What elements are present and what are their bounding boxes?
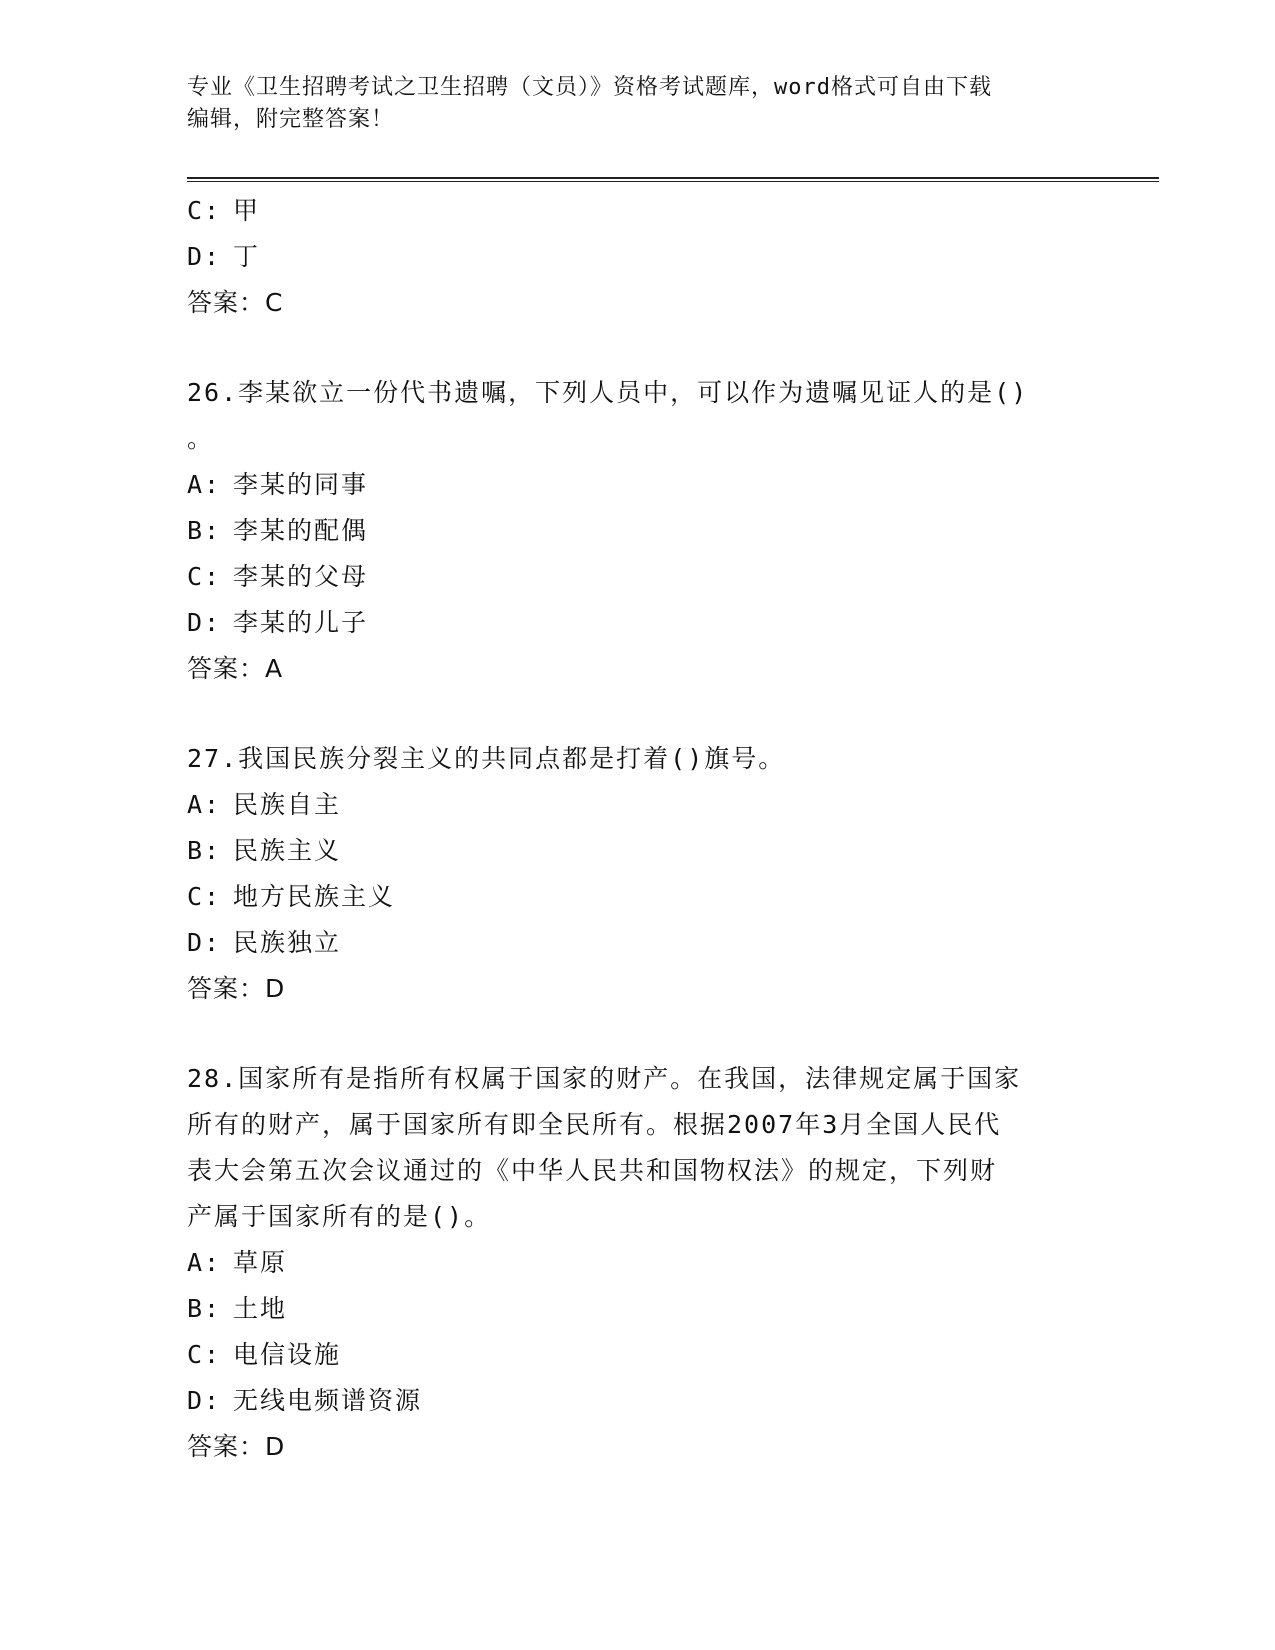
option-b: B: 李某的配偶 bbox=[187, 516, 369, 545]
option-d: D: 丁 bbox=[187, 242, 261, 271]
option-a: A: 李某的同事 bbox=[187, 470, 369, 499]
option-d: D: 李某的儿子 bbox=[187, 608, 369, 637]
answer-line: 答案：D bbox=[187, 974, 286, 1003]
option-d: D: 无线电频谱资源 bbox=[187, 1386, 423, 1415]
question-text: 26.李某欲立一份代书遗嘱，下列人员中，可以作为遗嘱见证人的是() bbox=[187, 378, 1029, 407]
option-c: C: 甲 bbox=[187, 196, 261, 225]
question-block-26 bbox=[187, 370, 1067, 692]
question-text-line-1: 28.国家所有是指所有权属于国家的财产。在我国，法律规定属于国家 bbox=[187, 1064, 1022, 1093]
question-block-prev bbox=[187, 188, 1067, 326]
question-text-line-2: 所有的财产，属于国家所有即全民所有。根据2007年3月全国人民代 bbox=[187, 1110, 1002, 1139]
option-b: B: 民族主义 bbox=[187, 836, 342, 865]
header-line-2: 编辑，附完整答案！ bbox=[187, 107, 395, 132]
option-b: B: 土地 bbox=[187, 1294, 288, 1323]
option-c: C: 地方民族主义 bbox=[187, 882, 396, 911]
question-text-line-3: 表大会第五次会议通过的《中华人民共和国物权法》的规定，下列财 bbox=[187, 1156, 998, 1185]
question-text-cont: 。 bbox=[187, 424, 215, 453]
document-body bbox=[187, 188, 1067, 1470]
question-text: 27.我国民族分裂主义的共同点都是打着()旗号。 bbox=[187, 744, 786, 773]
question-block-27 bbox=[187, 736, 1067, 1012]
option-c: C: 电信设施 bbox=[187, 1340, 342, 1369]
option-c: C: 李某的父母 bbox=[187, 562, 369, 591]
answer-line: 答案：A bbox=[187, 654, 284, 683]
option-d: D: 民族独立 bbox=[187, 928, 342, 957]
answer-line: 答案：D bbox=[187, 1432, 286, 1461]
option-a: A: 民族自主 bbox=[187, 790, 342, 819]
document-header bbox=[187, 72, 1067, 136]
option-a: A: 草原 bbox=[187, 1248, 288, 1277]
question-text-line-4: 产属于国家所有的是()。 bbox=[187, 1202, 492, 1231]
question-block-28 bbox=[187, 1056, 1067, 1470]
answer-line: 答案：C bbox=[187, 288, 284, 317]
header-line-1: 专业《卫生招聘考试之卫生招聘（文员）》资格考试题库，word格式可自由下载 bbox=[187, 75, 992, 100]
header-divider bbox=[187, 177, 1159, 182]
